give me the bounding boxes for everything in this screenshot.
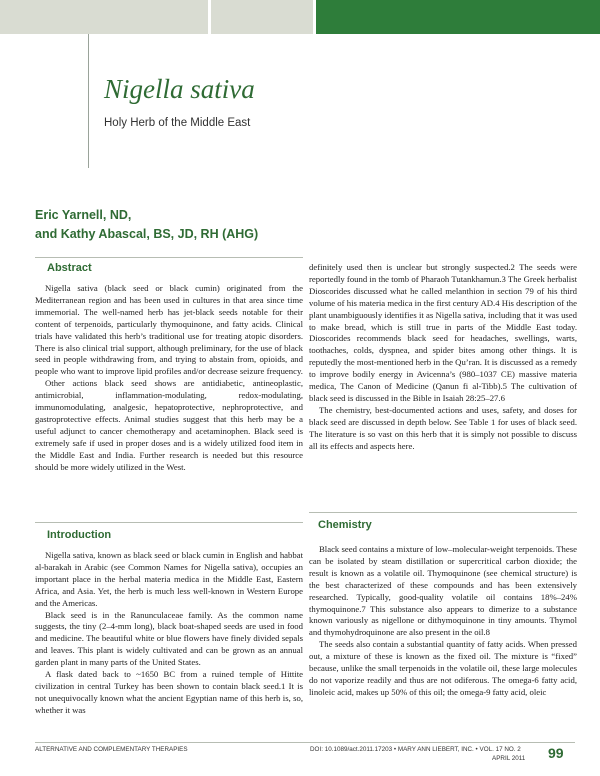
chemistry-top-rule [309, 512, 577, 513]
author-line-2: and Kathy Abascal, BS, JD, RH (AHG) [35, 227, 259, 241]
footer-citation: DOI: 10.1089/act.2011.17203 • MARY ANN LIEBERT, INC. • VOL. 17 NO. 2 [310, 746, 521, 753]
right-column-body [309, 262, 577, 453]
chemistry-heading: Chemistry [318, 519, 372, 531]
article-subtitle: Holy Herb of the Middle East [104, 117, 251, 129]
author-list [35, 206, 258, 244]
introduction-paragraph: Nigella sativa, known as black seed or black cumin in English and habbat al-barakah in Arabic (see Common Names for Nigella sativa), occupies an important place in the herbal materia medica in the Middle East, Eastern Africa, and Asia. Yet, the herb is much less well-known in Western Europe and the Americas. [35, 550, 303, 608]
introduction-paragraph: Black seed is in the Ranunculaceae family. As the common name suggests, the tiny (2–4-mm long), black boat-shaped seeds are used in food and medicine. The beautiful white or blue flowers have finely divided sepals and leaves. This plant is widely cultivated and can be grown as an annual garden plant in many parts of the United States. [35, 609, 303, 668]
introduction-heading: Introduction [47, 529, 112, 541]
chemistry-paragraph: Black seed contains a mixture of low–molecular-weight terpenoids. These can be isolated by steam distillation or supercritical carbon dioxide; the result is known as a volatile oil. Thymoquinone (see chemical structure) is the best characterized of these compounds and has been extensively researched. Typically, good-quality volatile oil contains 18%–24% thymoquinone.7 This substance also appears to dimerize to a substance known variously as nigellone or dithymoquinone in tiny amounts. Thymol and thymohydroquinone are also present in the oil.8 [309, 544, 577, 638]
abstract-top-rule [35, 257, 303, 258]
right-column-paragraph: The chemistry, best-documented actions and uses, safety, and doses for black seed are discussed in depth below. See Table 1 for uses of black seed. The literature is so vast on this herb that it is simply not possible to discuss all its effects and aspects here. [309, 404, 577, 451]
title-vertical-rule [88, 34, 89, 168]
abstract-body [35, 283, 303, 474]
abstract-paragraph: Nigella sativa (black seed or black cumin) originated from the Mediterranean region and has been used in cultures in that area since time immemorial. The well-named herb has jet-black seeds notable for their content of terpenoids, particularly thymoquinone, and fatty acids. Clinical trials have validated this herb’s traditional use for treating atopic disorders. There is also clinical trial support, although preliminary, for the use of black seed in people withdrawing from, and trying to abstain from, opioids, and people who want to improve lipid profiles and/or decrease seizure frequency. [35, 283, 303, 377]
header-block-middle [211, 0, 313, 34]
article-title: Nigella sativa [104, 74, 255, 104]
footer-rule [35, 742, 575, 743]
right-column-paragraph: definitely used then is unclear but strongly suspected.2 The seeds were reportedly found in the tomb of Pharaoh Tutankhamun.3 The Greek herbalist Dioscorides discussed what he called melanthion in section 79 of his third volume of his materia medica in the first century AD.4 His description of the plant unambiguously identifies it as Nigella sativa, including that it was used to make bread, which is still true in parts of the Middle East today. Dioscorides recommends black seed for headaches, swellings, warts, toothaches, colds, dyspnea, and spider bites among other things. It is reputedly the most-mentioned herb in the Qu’ran. It is discussed as a remedy to improve bodily energy in Avicenna’s (980–1037 CE) massive materia medica, The Canon of Medicine (Qanun fi al-Tibb).5 The cultivation of black seed is discussed in the Bible in Isaiah 28:25–27.6 [309, 262, 577, 403]
introduction-top-rule [35, 522, 303, 523]
abstract-heading: Abstract [47, 262, 92, 274]
footer-date: APRIL 2011 [492, 755, 526, 762]
page-number: 99 [548, 745, 564, 761]
header-bar [0, 0, 600, 34]
footer-journal: ALTERNATIVE AND COMPLEMENTARY THERAPIES [35, 746, 188, 753]
author-line-1: Eric Yarnell, ND, [35, 208, 132, 222]
chemistry-body [309, 544, 577, 699]
introduction-paragraph: A flask dated back to ~1650 BC from a ruined temple of Hittite civilization in central Turkey has been shown to contain black seed.1 It is not unequivocally known what the ancient Egyptian name of this herb is, so, whether it was [35, 669, 303, 715]
header-block-right [316, 0, 600, 34]
abstract-paragraph: Other actions black seed shows are antidiabetic, antineoplastic, antimicrobial, inflammation-modulating, redox-modulating, immunomodulating, analgesic, hepatoprotective, nephroprotective, and gastroprotective effects. Animal studies suggest that this herb may be a useful adjunct to cancer chemotherapy and acetaminophen. Black seed is extremely safe if used in proper doses and is a widely utilized food item in the Middle East and India. Further research is needed but this resource should be more widely utilized in the West. [35, 378, 303, 472]
introduction-body [35, 550, 303, 717]
header-block-left [0, 0, 208, 34]
chemistry-paragraph: The seeds also contain a substantial quantity of fatty acids. When pressed out, a mixture of these is known as the fixed oil. The mixture is “fixed” because, unlike the small terpenoids in the volatile oil, these large molecules do not vaporize readily and thus are not odiferous. The omega-6 fatty acid, linoleic acid, makes up 50% of this oil; the omega-9 fatty acid, oleic [309, 639, 577, 697]
